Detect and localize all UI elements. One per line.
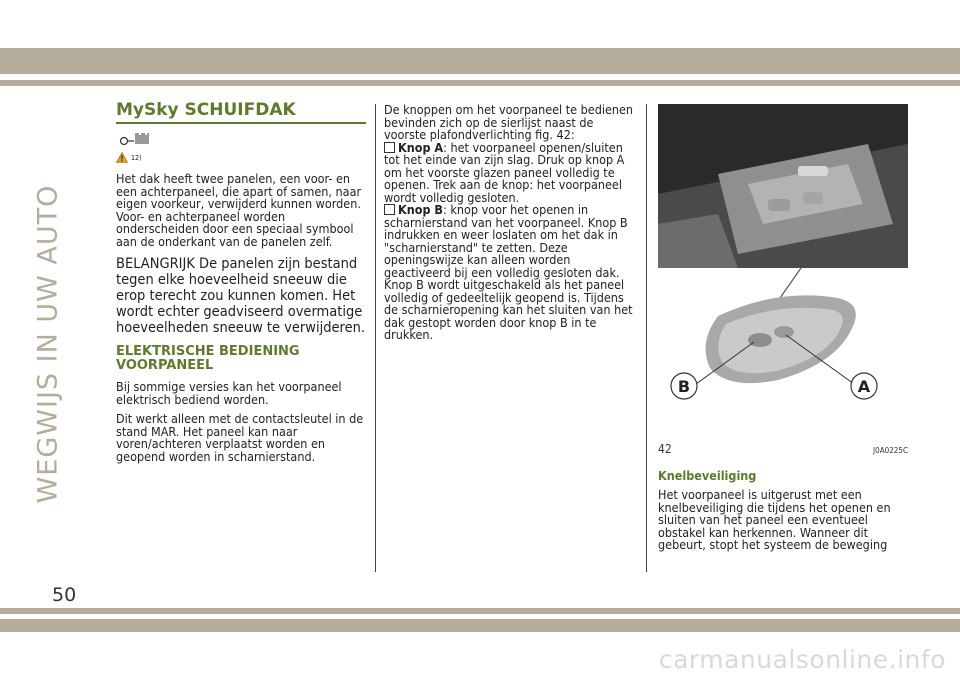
figure-label-b: B xyxy=(677,377,691,396)
knel-title: Knelbeveiliging xyxy=(658,468,757,483)
electric-paragraph-1: Bij sommige versies kan het voorpaneel elektrisch bediend worden. xyxy=(116,379,342,407)
figure-42 xyxy=(658,104,908,438)
watermark: carmanualsonline.info xyxy=(658,645,946,674)
header-rule xyxy=(0,80,960,86)
footer-rule xyxy=(0,608,960,614)
key-wifi-icon xyxy=(118,130,154,146)
intro-paragraph: Het dak heeft twee panelen, een voor- en een achterpaneel, die apart of samen, naar eigen voorkeur, verwijderd kunnen worden. Voor- en achterpaneel worden onderscheiden door een speciaal symbool aan de onderkant van de panelen zelf. xyxy=(116,171,362,249)
zoom-illustration xyxy=(658,268,908,438)
column-divider-1 xyxy=(375,104,376,572)
knop-b-text: : knop voor het openen in scharnierstand van het voorpaneel. Knop B indrukken en weer loslaten om het dak in "scharnierstand" te zetten. Deze openingswijze kan alleen worden geactiveerd bij een volledig gesloten dak. Knop B wordt uitgeschakeld als het paneel volledig of gedeeltelijk geopend is. Tijdens de scharnieropening kan het sluiten van het dak gestopt worden door knop B in te drukken. xyxy=(384,202,633,342)
electric-paragraph-2: Dit werkt alleen met de contactsleutel in de stand MAR. Het paneel kan naar voren/achteren verplaatst worden en geopend worden in scharnierstand. xyxy=(116,411,364,464)
column-divider-2 xyxy=(646,104,647,572)
buttons-intro: De knoppen om het voorpaneel te bedienen bevinden zich op de sierlijst naast de voorste plafondverlichting fig. 42: xyxy=(384,102,634,142)
figure-label-a: A xyxy=(857,377,871,396)
knop-a-item xyxy=(384,139,634,205)
footer-band xyxy=(0,619,960,632)
warning-row xyxy=(116,152,366,163)
column-2 xyxy=(384,104,634,342)
figure-code: J0A0225C xyxy=(873,446,908,455)
warning-icon xyxy=(116,152,128,163)
headliner-illustration xyxy=(658,104,908,268)
headliner-photo xyxy=(658,104,908,268)
header-band xyxy=(0,48,960,74)
page-number: 50 xyxy=(52,584,77,606)
section-title: MySky SCHUIFDAK xyxy=(116,100,366,124)
knop-b-item xyxy=(384,204,634,342)
bullet-box xyxy=(384,204,395,215)
zoom-detail xyxy=(658,268,908,438)
column-1 xyxy=(116,100,366,463)
warning-reference: 12) xyxy=(131,153,142,162)
chapter-side-title: WEGWIJS IN UW AUTO xyxy=(32,184,64,504)
column-3 xyxy=(658,104,908,552)
figure-caption xyxy=(658,442,908,456)
bullet-box xyxy=(384,142,395,153)
figure-number: 42 xyxy=(658,442,672,456)
knop-a-label: Knop A xyxy=(398,139,444,155)
knop-a-text: : het voorpaneel openen/sluiten tot het einde van zijn slag. Druk op knop A om het voorste glazen paneel volledig te openen. Trek aan de knop: het voorpaneel wordt volledig gesloten. xyxy=(384,139,625,205)
important-note: BELANGRIJK De panelen zijn bestand tegen elke hoeveelheid sneeuw die erop terecht zou kunnen komen. Het wordt echter geadviseerd overmatige hoeveelheden sneeuw te verwijderen. xyxy=(116,256,366,336)
knop-b-label: Knop B xyxy=(398,202,443,217)
knel-paragraph: Het voorpaneel is uitgerust met een knelbeveiliging die tijdens het openen en sluiten van het paneel een eventueel obstakel kan herkennen. Wanneer dit gebeurt, stopt het systeem de beweging xyxy=(658,487,891,552)
subsection-title: ELEKTRISCHE BEDIENING VOORPANEEL xyxy=(116,344,300,373)
